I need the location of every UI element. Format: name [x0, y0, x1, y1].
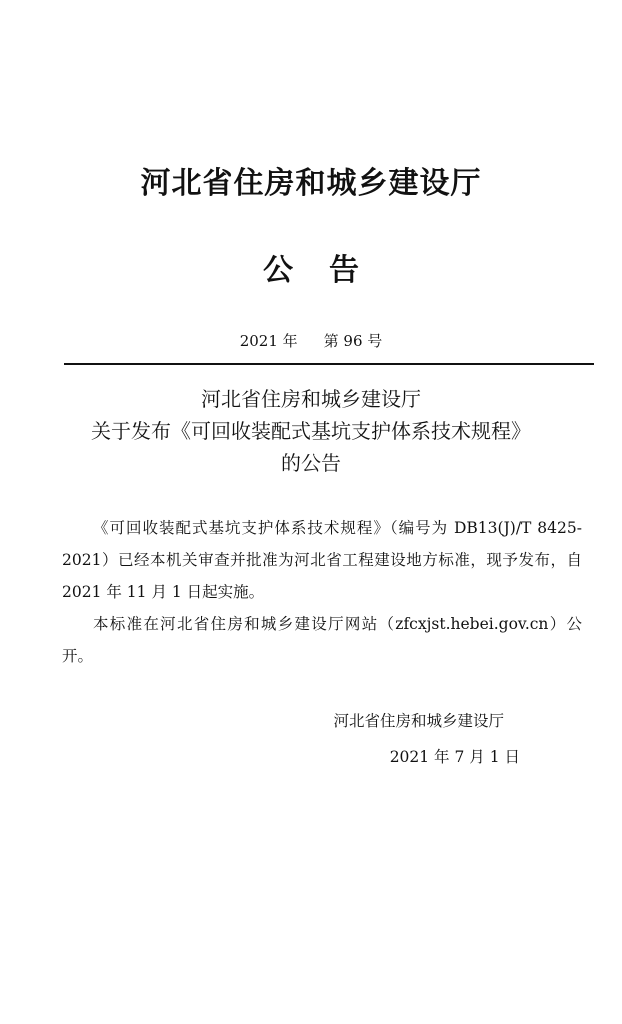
- signature-agency: 河北省住房和城乡建设厅: [333, 712, 504, 730]
- signature-date: 2021 年 7 月 1 日: [389, 748, 520, 766]
- signature-block: [333, 703, 520, 775]
- announcement-subject: [40, 383, 582, 479]
- document-number-line: [0, 330, 622, 351]
- subject-line-3: 的公告: [281, 451, 341, 475]
- document-type-heading: 公告: [263, 253, 395, 288]
- announcement-body: [62, 512, 582, 672]
- document-year: 2021 年: [239, 332, 298, 350]
- issuing-agency-title: 河北省住房和城乡建设厅: [140, 166, 482, 201]
- header-divider: [64, 363, 594, 365]
- subject-line-1: 河北省住房和城乡建设厅: [201, 387, 421, 411]
- subject-line-2: 关于发布《可回收装配式基坑支护体系技术规程》: [91, 419, 531, 443]
- document-number: 第 96 号: [323, 332, 383, 350]
- body-paragraph-1: 《可回收装配式基坑支护体系技术规程》（编号为 DB13(J)/T 8425-2021）已经本机关审查并批准为河北省工程建设地方标准，现予发布，自 2021 年 11 月 1 日起实施。: [62, 519, 582, 601]
- body-paragraph-2: 本标准在河北省住房和城乡建设厅网站（zfcxjst.hebei.gov.cn）公开。: [62, 615, 582, 665]
